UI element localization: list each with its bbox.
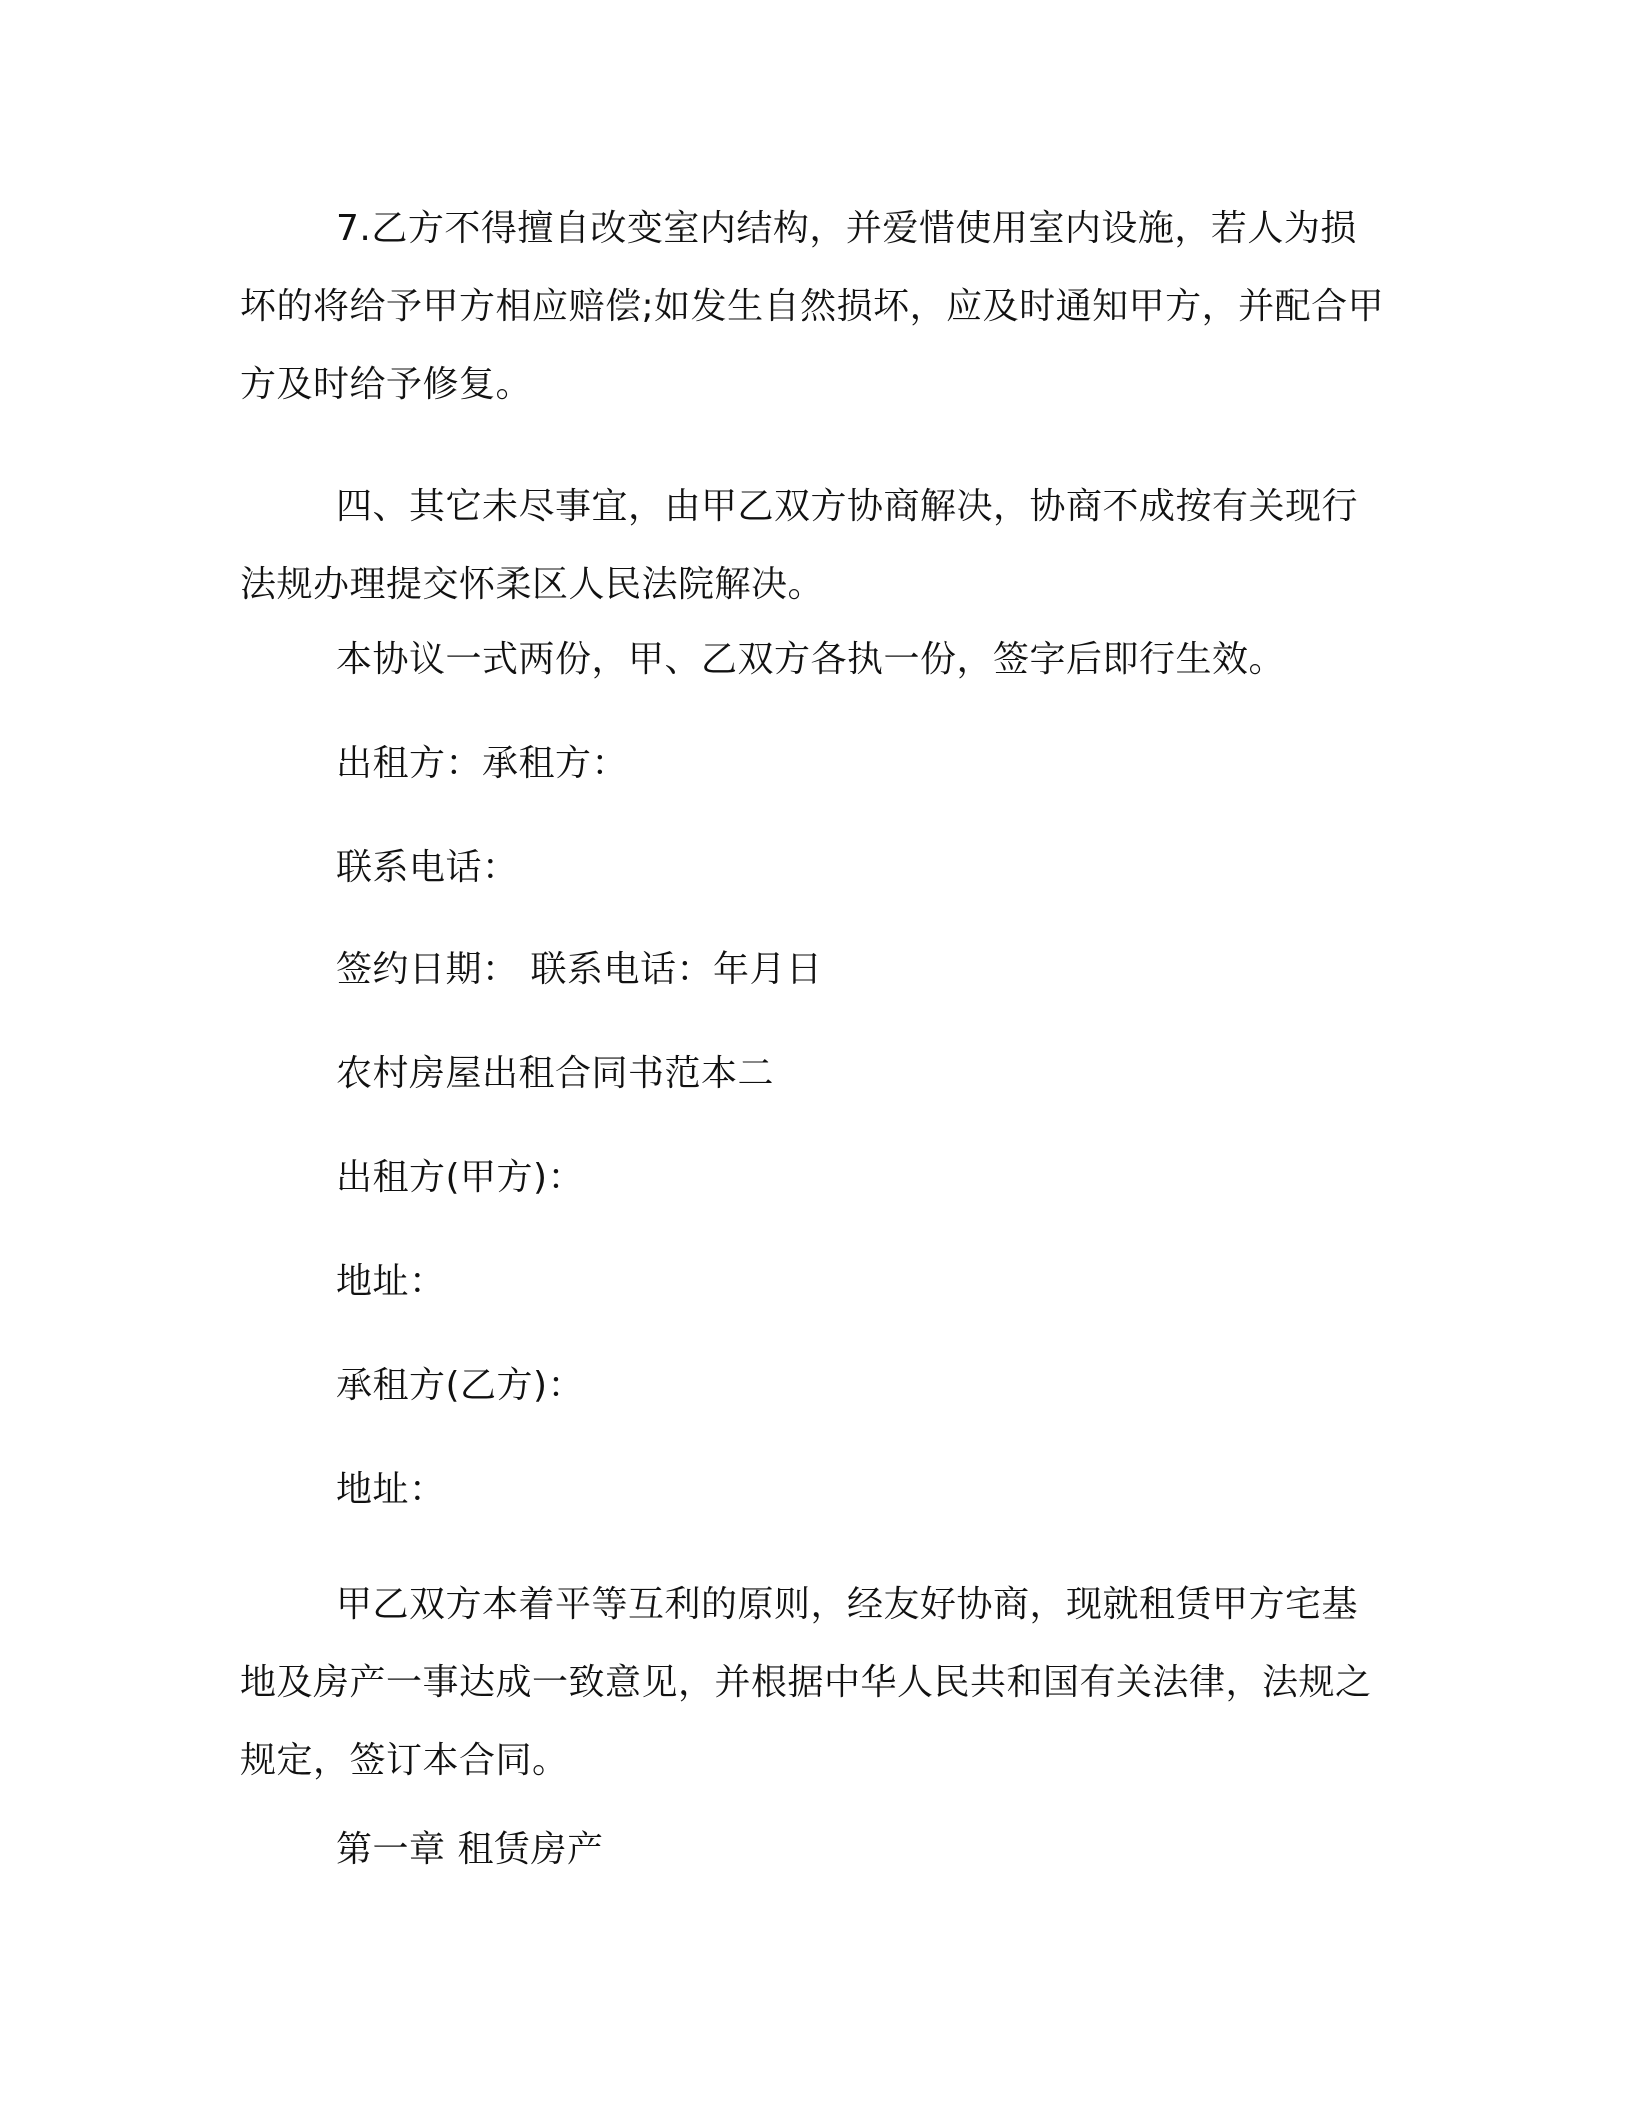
preamble-paragraph: 甲乙双方本着平等互利的原则，经友好协商，现就租赁甲方宅基地及房产一事达成一致意见，并根据中华人民共和国有关法律，法规之规定，签订本合同。 <box>240 1584 1372 1781</box>
contact-phone-line: 联系电话： <box>336 847 519 888</box>
lessor-line: 出租方(甲方)： <box>336 1157 585 1198</box>
chapter-heading: 第一章 租赁房产 <box>336 1829 604 1870</box>
signing-date-line: 签约日期： 联系电话：年月日 <box>336 949 823 990</box>
clause-4-paragraph: 四、其它未尽事宜，由甲乙双方协商解决，协商不成按有关现行法规办理提交怀柔区人民法院解决。 <box>240 486 1359 605</box>
lessee-line: 承租方(乙方)： <box>336 1365 585 1406</box>
lessor-address-line: 地址： <box>336 1261 446 1302</box>
lessee-address-line: 地址： <box>336 1469 446 1510</box>
signature-parties-line: 出租方：承租方： <box>336 743 629 784</box>
copies-note: 本协议一式两份，甲、乙双方各执一份，签字后即行生效。 <box>336 639 1286 680</box>
clause-7-paragraph: 7.乙方不得擅自改变室内结构，并爱惜使用室内设施，若人为损坏的将给予甲方相应赔偿;如发生自然损坏，应及时通知甲方，并配合甲方及时给予修复。 <box>240 208 1385 405</box>
template-title: 农村房屋出租合同书范本二 <box>336 1053 775 1094</box>
